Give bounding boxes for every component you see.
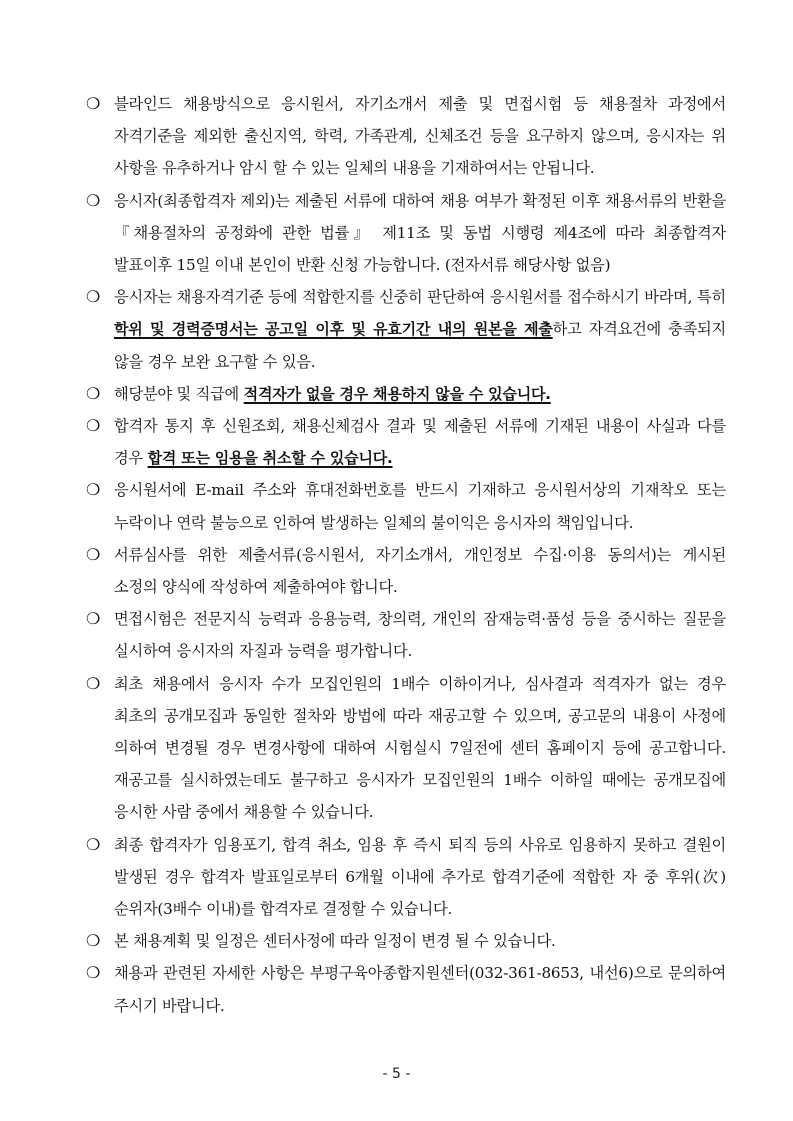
item-text — [114, 410, 726, 474]
emphasis-text: 학위 및 경력증명서는 공고일 이후 및 유효기간 내의 원본을 제출 — [114, 320, 553, 339]
list-item — [86, 281, 726, 378]
list-item — [86, 539, 726, 603]
circle-bullet-icon: ❍ — [86, 287, 101, 307]
list-item — [86, 603, 726, 667]
list-item — [86, 88, 726, 185]
item-text: 면접시험은 전문지식 능력과 응용능력, 창의력, 개인의 잠재능력·품성 등을 중시하는 질문을 실시하여 응시자의 자질과 능력을 평가합니다. — [114, 610, 726, 661]
item-text: 응시자(최종합격자 제외)는 제출된 서류에 대하여 채용 여부가 확정된 이후 채용서류의 반환을 『채용절차의 공정화에 관한 법률』 제11조 및 동법 시행령 제4조에 따라 최종합격자 발표이후 15일 이내 본인이 반환 신청 가능합니다. (전자서류 해당사항 없음) — [114, 191, 726, 275]
item-text: 본 채용계획 및 일정은 센터사정에 따라 일정이 변경 될 수 있습니다. — [114, 932, 556, 951]
item-text-before: 합격자 통지 후 신원조회, 채용신체검사 결과 및 제출된 서류에 기재된 내용이 사실과 다를 경우 — [114, 417, 726, 468]
circle-bullet-icon: ❍ — [86, 94, 101, 113]
item-text-before: 해당분야 및 직급에 — [114, 384, 244, 403]
list-item — [86, 185, 726, 282]
list-item — [86, 925, 726, 957]
item-text: 서류심사를 위한 제출서류(응시원서, 자기소개서, 개인정보 수집·이용 동의서)는 게시된 소정의 양식에 작성하여 제출하여야 합니다. — [114, 545, 726, 597]
item-text: 채용과 관련된 자세한 사항은 부평구육아종합지원센터(032-361-8653, 내선6)으로 문의하여 주시기 바랍니다. — [114, 964, 726, 1015]
list-item — [86, 957, 726, 1021]
list-item — [86, 378, 726, 410]
circle-bullet-icon: ❍ — [86, 673, 101, 693]
item-text: 응시원서에 E-mail 주소와 휴대전화번호를 반드시 기재하고 응시원서상의 기재착오 또는 누락이나 연락 불능으로 인하여 발생하는 일체의 불이익은 응시자의 책임입니다. — [114, 481, 726, 532]
item-text: 최종 합격자가 임용포기, 합격 취소, 임용 후 즉시 퇴직 등의 사유로 임용하지 못하고 결원이 발생된 경우 합격자 발표일로부터 6개월 이내에 추가로 합격기준에 적합한 자 중 후위(次) 순위자(3배수 이내)를 합격자로 결정할 수 있습니다. — [114, 835, 726, 919]
circle-bullet-icon: ❍ — [86, 190, 101, 210]
item-text: 블라인드 채용방식으로 응시원서, 자기소개서 제출 및 면접시험 등 채용절차 과정에서 자격기준을 제외한 출신지역, 학력, 가족관계, 신체조건 등을 요구하지 않으며, 응시자는 위 사항을 유추하거나 암시 할 수 있는 일체의 내용을 기재하여서는 안됩니다. — [114, 95, 726, 178]
circle-bullet-icon: ❍ — [86, 609, 101, 629]
emphasis-text: 합격 또는 임용을 취소할 수 있습니다. — [147, 449, 393, 468]
page-number: - 5 - — [382, 1066, 411, 1082]
circle-bullet-icon: ❍ — [86, 480, 101, 500]
emphasis-text: 적격자가 없을 경우 채용하지 않을 수 있습니다. — [243, 384, 551, 403]
notice-list — [86, 88, 726, 1022]
item-text — [114, 281, 726, 378]
circle-bullet-icon: ❍ — [86, 963, 101, 983]
circle-bullet-icon: ❍ — [86, 544, 101, 564]
item-text: 최초 채용에서 응시자 수가 모집인원의 1배수 이하이거나, 심사결과 적격자가 없는 경우 최초의 공개모집과 동일한 절차와 방법에 따라 재공고할 수 있으며, 공고문의 내용이 사정에 의하여 변경될 경우 변경사항에 대하여 시험실시 7일전에 센터 홈페이지 등에 공고합니다. 재공고를 실시하였는데도 불구하고 응시자가 모집인원의 1배수 이하일 때에는 공개모집에 응시한 사람 중에서 채용할 수 있습니다. — [114, 674, 726, 822]
circle-bullet-icon: ❍ — [86, 834, 101, 854]
list-item — [86, 410, 726, 474]
list-item — [86, 474, 726, 538]
circle-bullet-icon: ❍ — [86, 931, 101, 951]
list-item — [86, 668, 726, 829]
circle-bullet-icon: ❍ — [86, 416, 101, 436]
circle-bullet-icon: ❍ — [86, 383, 101, 403]
item-text-before: 응시자는 채용자격기준 등에 적합한지를 신중히 판단하여 응시원서를 접수하시기 바라며, 특히 — [114, 288, 726, 307]
item-text-after: 하고 자격요건에 충족되지 않을 경우 보완 요구할 수 있음. — [114, 320, 726, 371]
item-text — [114, 378, 726, 410]
list-item — [86, 829, 726, 926]
